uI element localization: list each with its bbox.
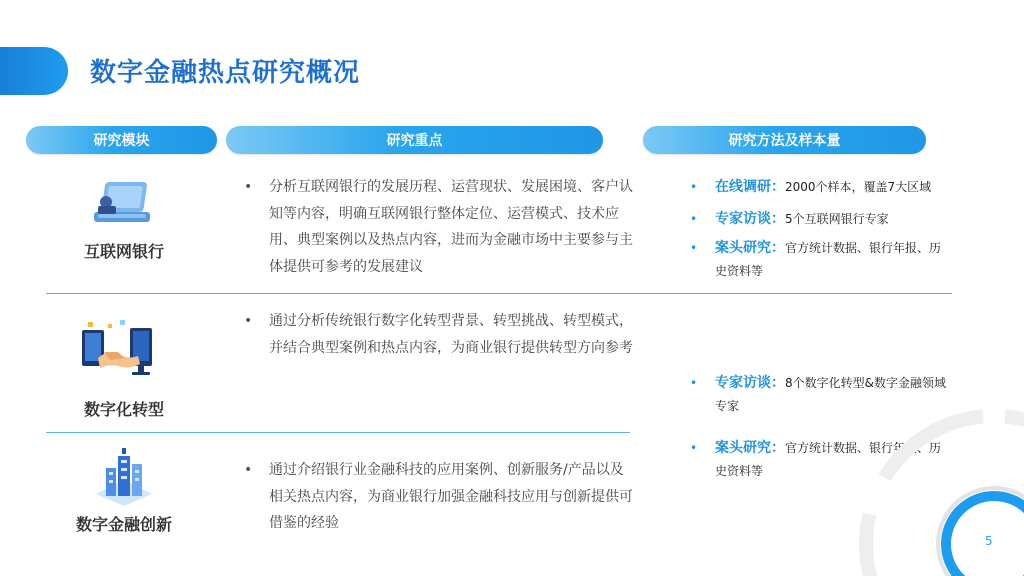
method-key: 专家访谈： bbox=[715, 375, 785, 391]
focus-item bbox=[244, 308, 634, 361]
bullet: • bbox=[690, 212, 698, 226]
module-label: 互联网银行 bbox=[83, 242, 164, 261]
title-accent-bar bbox=[0, 47, 68, 95]
method-key: 案头研究： bbox=[715, 240, 785, 256]
monitor-handshake-icon bbox=[80, 318, 154, 380]
bullet: • bbox=[690, 241, 698, 255]
method-key: 案头研究： bbox=[715, 440, 785, 456]
header-research-method: 研究方法及样本量 bbox=[643, 126, 926, 154]
page-number: 5 bbox=[985, 534, 993, 548]
bullet: • bbox=[690, 441, 698, 455]
decorative-rings bbox=[850, 400, 1024, 576]
method-value: 5个互联网银行专家 bbox=[785, 212, 889, 226]
method-item bbox=[690, 176, 960, 199]
focus-text: 分析互联网银行的发展历程、运营现状、发展困境、客户认知等内容，明确互联网银行整体定位、运营模式、技术应用、典型案例以及热点内容，进而为金融市场中主要参与主体提供可参考的发展建议 bbox=[269, 179, 633, 275]
method-value: 8个数字化转型&数字金融领域专家 bbox=[715, 376, 946, 413]
module-label: 数字化转型 bbox=[83, 400, 164, 419]
focus-item bbox=[244, 457, 634, 537]
method-value: 官方统计数据、银行年报、历史资料等 bbox=[715, 441, 942, 478]
row-divider bbox=[46, 432, 630, 433]
row-divider bbox=[46, 293, 952, 294]
method-item bbox=[690, 208, 960, 231]
module-label: 数字金融创新 bbox=[75, 515, 172, 534]
method-value: 2000个样本，覆盖7大区域 bbox=[785, 180, 932, 194]
focus-text: 通过分析传统银行数字化转型背景、转型挑战、转型模式，并结合典型案例和热点内容，为商业银行提供转型方向参考 bbox=[269, 313, 633, 356]
focus-item bbox=[244, 174, 634, 280]
bullet: • bbox=[690, 180, 698, 194]
bullet: • bbox=[244, 313, 253, 329]
method-key: 在线调研： bbox=[715, 179, 785, 195]
laptop-handshake-icon bbox=[92, 178, 156, 232]
method-key: 专家访谈： bbox=[715, 211, 785, 227]
header-research-module: 研究模块 bbox=[26, 126, 217, 154]
method-item bbox=[690, 237, 952, 283]
focus-text: 通过介绍银行业金融科技的应用案例、创新服务/产品以及相关热点内容，为商业银行加强金融科技应用与创新提供可借鉴的经验 bbox=[269, 462, 633, 531]
isometric-buildings-icon bbox=[92, 448, 156, 506]
method-value: 官方统计数据、银行年报、历史资料等 bbox=[715, 241, 942, 278]
bullet: • bbox=[244, 179, 253, 195]
page-title: 数字金融热点研究概况 bbox=[90, 58, 361, 88]
bullet: • bbox=[244, 462, 253, 478]
bullet: • bbox=[690, 376, 698, 390]
header-research-focus: 研究重点 bbox=[226, 126, 603, 154]
